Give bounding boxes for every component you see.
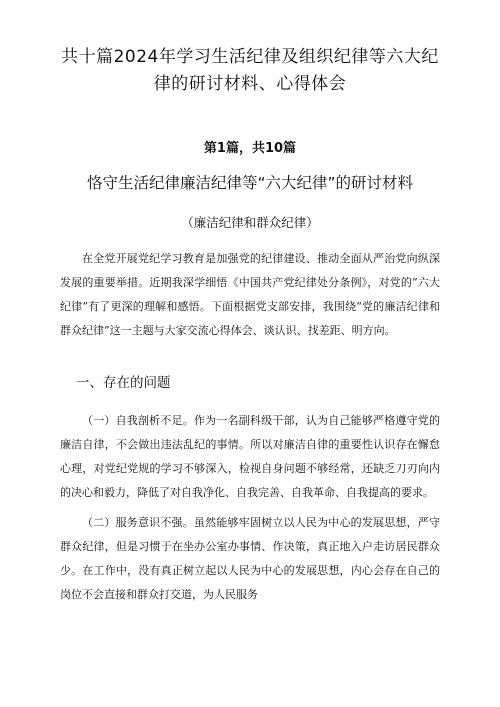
main-title-line-1: 共十篇2024年学习生活纪律及组织纪律等六大纪 xyxy=(61,47,439,67)
document-main-title xyxy=(60,44,440,98)
article-title: 恪守生活纪律廉洁纪律等“六大纪律”的研讨材料 xyxy=(86,174,414,192)
part-label: 第1篇，共10篇 xyxy=(203,141,297,156)
paragraph-service-awareness: （二）服务意识不强。虽然能够牢固树立以人民为中心的发展思想，严守群众纪律，但是习惯于在坐办公室办事情、作决策，真正地入户走访居民群众少。在工作中，没有真正树立起以人民为中心的发展思想，内心会存在自己的岗位不会直接和群众打交道，为人民服务 xyxy=(60,516,440,601)
article-subtitle: （廉洁纪律和群众纪律） xyxy=(181,215,319,230)
intro-paragraph: 在全党开展党纪学习教育是加强党的纪律建设、推动全面从严治党向纵深发展的重要举措。近期我深学细悟《中国共产党纪律处分条例》，对党的“六大纪律”有了更深的理解和感悟。下面根据党支部安排，我围绕“党的廉洁纪律和群众纪律”这一主题与大家交流心得体会、谈认识、找差距、明方向。 xyxy=(60,252,440,337)
main-title-line-2: 律的研讨材料、心得体会 xyxy=(153,74,347,94)
section-heading-problems: 一、存在的问题 xyxy=(76,375,171,391)
paragraph-self-analysis: （一）自我剖析不足。作为一名副科级干部，认为自己能够严格遵守党的廉洁自律，不会做出违法乱纪的事情。所以对廉洁自律的重要性认识存在懈怠心理，对党纪党规的学习不够深入，检视自身问题不够经常，还缺乏刀刃向内的决心和毅力，降低了对自我净化、自我完善、自我革命、自我提高的要求。 xyxy=(60,414,440,499)
